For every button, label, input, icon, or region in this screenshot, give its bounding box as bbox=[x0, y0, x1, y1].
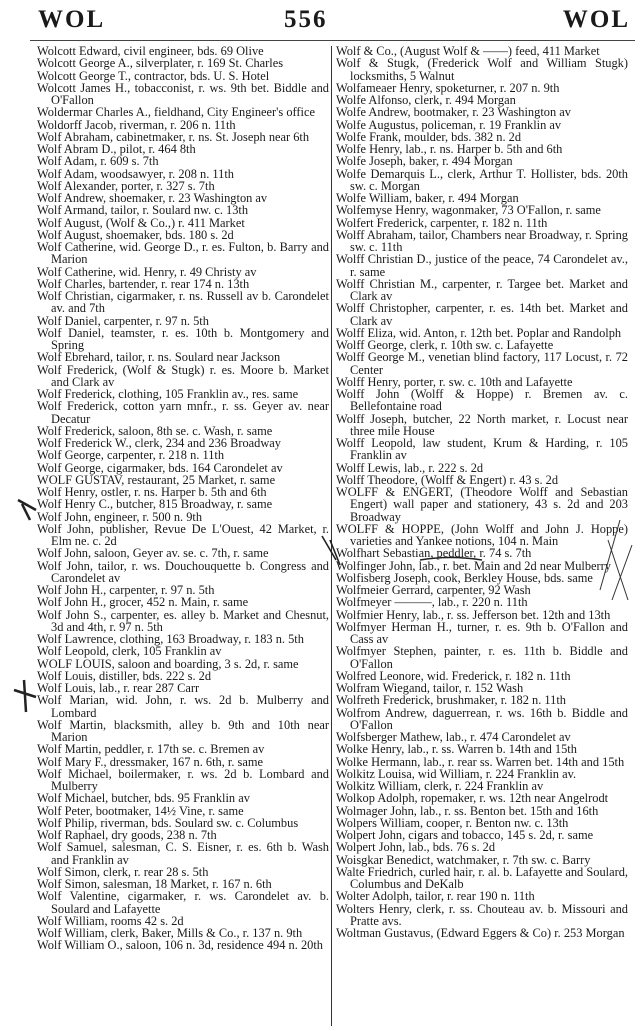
directory-entry: Wolf Charles, bartender, r. rear 174 n. 13th bbox=[37, 276, 250, 291]
directory-entry: WOLFF & ENGERT, (Theodore Wolff and Sebastian Engert) wall paper and stationery, 43 s. 2d and 203 Broadway bbox=[336, 485, 628, 524]
directory-entry: Wolf & Stugk, (Frederick Wolf and William Stugk) locksmiths, 5 Walnut bbox=[336, 56, 628, 83]
directory-entry: Wolf Louis, distiller, bds. 222 s. 2d bbox=[37, 668, 212, 683]
directory-entry: Woldermar Charles A., fieldhand, City Engineer's office bbox=[37, 105, 315, 120]
directory-entry: Wolfameaer Henry, spoketurner, r. 207 n. 9th bbox=[336, 80, 560, 95]
directory-entry: Wolpert John, cigars and tobacco, 145 s. 2d, r. same bbox=[336, 828, 594, 842]
directory-entry: Wolkop Adolph, ropemaker, r. ws. 12th near Angelrodt bbox=[336, 791, 609, 806]
directory-entry: Wolf John, tailor, r. ws. Douchouquette b. Congress and Carondelet av bbox=[37, 558, 329, 585]
directory-entry: Wolfe Alfonso, clerk, r. 494 Morgan bbox=[336, 93, 516, 107]
directory-entry: Wolcott James H., tobacconist, r. ws. 9th bet. Biddle and O'Fallon bbox=[37, 80, 329, 107]
directory-entry: Wolf Philip, riverman, bds. Soulard sw. c. Columbus bbox=[37, 815, 299, 830]
directory-entry: Wolf Ebrehard, tailor, r. ns. Soulard near Jackson bbox=[37, 350, 281, 365]
directory-entry: Wolf John, saloon, Geyer av. se. c. 7th, r. same bbox=[37, 546, 269, 561]
directory-entry: Wolf Alexander, porter, r. 327 s. 7th bbox=[37, 178, 215, 193]
directory-entry: Wolff George, clerk, r. 10th sw. c. Lafayette bbox=[336, 338, 554, 352]
directory-entry: Wolff John (Wolff & Hoppe) r. Bremen av. c. Bellefontaine road bbox=[336, 387, 628, 414]
directory-entry: Wolfe Demarquis L., clerk, Arthur T. Hollister, bds. 20th sw. c. Morgan bbox=[336, 166, 628, 193]
directory-entry: Wolke Henry, lab., r. ss. Warren b. 14th and 15th bbox=[336, 742, 577, 757]
directory-entry: Wolf Frederick, cotton yarn mnfr., r. ss. Geyer av. near Decatur bbox=[37, 399, 329, 426]
directory-entry: Wolf Frederick, clothing, 105 Franklin av., res. same bbox=[37, 387, 299, 401]
running-head-left: WOL bbox=[38, 6, 106, 33]
directory-entry: Wolfram Wiegand, tailor, r. 152 Wash bbox=[336, 681, 524, 695]
directory-entry: Wolff George M., venetian blind factory, 117 Locust, r. 72 Center bbox=[336, 350, 628, 377]
directory-entry: Wolf Mary F., dressmaker, 167 n. 6th, r. same bbox=[37, 754, 264, 769]
directory-entry: Wolf Lawrence, clothing, 163 Broadway, r. 183 n. 5th bbox=[37, 632, 304, 646]
directory-entry: Wolf Henry C., butcher, 815 Broadway, r. same bbox=[37, 497, 273, 512]
page-header bbox=[30, 6, 630, 36]
directory-entry: Wolfe William, baker, r. 494 Morgan bbox=[336, 191, 519, 205]
directory-entry: Wolf Catherine, wid. George D., r. es. Fulton, b. Barry and Marion bbox=[37, 240, 329, 267]
directory-entry: Wolf Marian, wid. John, r. ws. 2d b. Mulberry and Lombard bbox=[37, 693, 329, 720]
directory-entry: Wolf Frederick W., clerk, 234 and 236 Broadway bbox=[37, 436, 281, 450]
directory-entry: Wolpert John, lab., bds. 76 s. 2d bbox=[336, 840, 496, 855]
directory-entry: Wolfe Joseph, baker, r. 494 Morgan bbox=[336, 154, 513, 169]
directory-entry: Wolke Hermann, lab., r. rear ss. Warren bet. 14th and 15th bbox=[336, 754, 625, 769]
directory-entry: Wolf Andrew, shoemaker, r. 23 Washington av bbox=[37, 191, 268, 205]
directory-entry: Wolmager John, lab., r. ss. Benton bet. 15th and 16th bbox=[336, 803, 599, 818]
directory-entry: Wolfemyse Henry, wagonmaker, 73 O'Fallon, r. same bbox=[336, 203, 601, 218]
directory-entry: Wolf John H., grocer, 452 n. Main, r. same bbox=[37, 595, 249, 610]
directory-entry: Wolf Simon, salesman, 18 Market, r. 167 n. 6th bbox=[37, 877, 272, 891]
directory-entry: Wolfe Henry, lab., r. ns. Harper b. 5th and 6th bbox=[336, 142, 563, 156]
directory-entry: WOLFF & HOPPE, (John Wolff and John J. Hoppe) varieties and Yankee notions, 104 n. Main bbox=[336, 521, 628, 548]
directory-entry: Walte Friedrich, curled hair, r. al. b. Lafayette and Soulard, Columbus and DeKalb bbox=[336, 864, 628, 891]
left-column bbox=[37, 45, 329, 952]
directory-entry: Wolfe Augustus, policeman, r. 19 Franklin av bbox=[336, 117, 562, 132]
directory-entry: Wolf Michael, butcher, bds. 95 Franklin av bbox=[37, 791, 250, 806]
directory-entry: Woisgkar Benedict, watchmaker, r. 7th sw. c. Barry bbox=[336, 852, 591, 867]
directory-entry: Wolf Abraham, cabinetmaker, r. ns. St. Joseph near 6th bbox=[37, 129, 310, 144]
directory-entry: Wolf Adam, r. 609 s. 7th bbox=[37, 154, 159, 169]
directory-entry: Wolf Christian, cigarmaker, r. ns. Russell av b. Carondelet av. and 7th bbox=[37, 289, 329, 316]
directory-entry: Woldorff Jacob, riverman, r. 206 n. 11th bbox=[37, 117, 236, 132]
directory-entry: Wolf August, shoemaker, bds. 180 s. 2d bbox=[37, 227, 234, 242]
directory-entry: Wolkitz William, clerk, r. 224 Franklin av bbox=[336, 779, 544, 793]
directory-entry: Wolcott George T., contractor, bds. U. S. Hotel bbox=[37, 68, 270, 83]
directory-entry: Wolff Eliza, wid. Anton, r. 12th bet. Poplar and Randolph bbox=[336, 325, 622, 340]
directory-entry: Wolf Martin, peddler, r. 17th se. c. Bremen av bbox=[37, 742, 265, 757]
directory-entry: Wolff Abraham, tailor, Chambers near Broadway, r. Spring sw. c. 11th bbox=[336, 227, 628, 254]
directory-entry: Wolf Peter, bootmaker, 14½ Vine, r. same bbox=[37, 803, 244, 818]
directory-entry: Woltman Gustavus, (Edward Eggers & Co) r. 253 Morgan bbox=[336, 926, 625, 940]
directory-entry: Wolfmyer Stephen, painter, r. es. 11th b. Biddle and O'Fallon bbox=[336, 644, 628, 671]
directory-entry: Wolf John H., carpenter, r. 97 n. 5th bbox=[37, 583, 215, 597]
directory-entry: Wolfred Leonore, wid. Frederick, r. 182 n. 11th bbox=[336, 668, 571, 683]
header-rule bbox=[30, 40, 635, 41]
directory-entry: Wolf Henry, ostler, r. ns. Harper b. 5th and 6th bbox=[37, 485, 267, 499]
directory-entry: Wolf Catherine, wid. Henry, r. 49 Christy av bbox=[37, 264, 257, 279]
column-divider bbox=[331, 46, 332, 1026]
directory-entry: Wolkitz Louisa, wid William, r. 224 Franklin av. bbox=[336, 766, 577, 781]
pen-cross-mark bbox=[14, 680, 36, 712]
directory-entry: Wolff Henry, porter, r. sw. c. 10th and Lafayette bbox=[336, 374, 573, 389]
directory-entry: Wolf George, carpenter, r. 218 n. 11th bbox=[37, 448, 225, 463]
directory-entry: Wolf George, cigarmaker, bds. 164 Carondelet av bbox=[37, 460, 283, 475]
directory-entry: Wolter Adolph, tailor, r. rear 190 n. 11th bbox=[336, 889, 535, 904]
directory-entry: Wolfinger John, lab., r. bet. Main and 2d near Mulberry bbox=[336, 558, 611, 573]
directory-entry: Wolfert Frederick, carpenter, r. 182 n. 11th bbox=[336, 215, 548, 230]
directory-entry: Wolpers William, cooper, r. Benton nw. c. 13th bbox=[336, 815, 569, 830]
directory-entry: Wolf John, publisher, Revue De L'Ouest, 42 Market, r. Elm ne. c. 2d bbox=[37, 521, 329, 548]
directory-entry: Wolfrom Andrew, daguerrean, r. ws. 16th b. Biddle and O'Fallon bbox=[336, 705, 628, 732]
pen-arrow-mark bbox=[18, 500, 36, 520]
directory-entry: Wolff Lewis, lab., r. 222 s. 2d bbox=[336, 460, 484, 475]
directory-entry: Wolf John, engineer, r. 500 n. 9th bbox=[37, 509, 203, 524]
running-head-right: WOL bbox=[562, 6, 630, 33]
directory-entry: Wolf Adam, woodsawyer, r. 208 n. 11th bbox=[37, 166, 234, 181]
directory-entry: Wolff Christian D., justice of the peace, 74 Carondelet av., r. same bbox=[336, 252, 628, 279]
directory-entry: Wolf Armand, tailor, r. Soulard nw. c. 13th bbox=[37, 203, 249, 218]
directory-entry: Wolf Raphael, dry goods, 238 n. 7th bbox=[37, 828, 217, 842]
directory-entry: Wolf Simon, clerk, r. rear 28 s. 5th bbox=[37, 864, 209, 879]
directory-entry: Wolcott Edward, civil engineer, bds. 69 Olive bbox=[37, 44, 264, 58]
directory-entry: Wolf William, rooms 42 s. 2d bbox=[37, 913, 184, 928]
directory-entry: Wolff Leopold, law student, Krum & Harding, r. 105 Franklin av bbox=[336, 436, 628, 463]
directory-entry: Wolf August, (Wolf & Co.,) r. 411 Market bbox=[37, 215, 245, 230]
directory-entry: Wolf Frederick, (Wolf & Stugk) r. es. Moore b. Market and Clark av bbox=[37, 362, 329, 389]
directory-entry: WOLF LOUIS, saloon and boarding, 3 s. 2d, r. same bbox=[37, 656, 299, 671]
directory-entry: WOLF GUSTAV, restaurant, 25 Market, r. same bbox=[37, 472, 276, 487]
directory-entry: Wolf Louis, lab., r. rear 287 Carr bbox=[37, 681, 200, 695]
right-column bbox=[336, 45, 628, 939]
directory-entry: Wolfmeyer ———, lab., r. 220 n. 11th bbox=[336, 595, 528, 610]
directory-entry: Wolff Theodore, (Wolff & Engert) r. 43 s. 2d bbox=[336, 472, 559, 487]
directory-entry: Wolfhart Sebastian, peddler, r. 74 s. 7th bbox=[336, 546, 532, 561]
directory-entry: Wolfmeier Gerrard, carpenter, 92 Wash bbox=[336, 583, 531, 597]
directory-entry: Wolf William O., saloon, 106 n. 3d, residence 494 n. 20th bbox=[37, 938, 323, 953]
directory-entry: Wolfmier Henry, lab., r. ss. Jefferson bet. 12th and 13th bbox=[336, 607, 611, 622]
directory-entry: Wolf Abram D., pilot, r. 464 8th bbox=[37, 142, 196, 156]
directory-entry: Wolf & Co., (August Wolf & ——) feed, 411 Market bbox=[336, 44, 600, 58]
directory-entry: Wolfsberger Mathew, lab., r. 474 Carondelet av bbox=[336, 730, 571, 744]
directory-entry: Wolf Leopold, clerk, 105 Franklin av bbox=[37, 644, 222, 659]
directory-entry: Wolf Daniel, carpenter, r. 97 n. 5th bbox=[37, 313, 209, 328]
directory-entry: Wolf Frederick, saloon, 8th se. c. Wash, r. same bbox=[37, 423, 273, 438]
directory-entry: Wolf Martin, blacksmith, alley b. 9th and 10th near Marion bbox=[37, 717, 329, 744]
directory-entry: Wolfe Frank, moulder, bds. 382 n. 2d bbox=[336, 129, 522, 144]
directory-entry: Wolff Christopher, carpenter, r. es. 14th bet. Market and Clark av bbox=[336, 301, 628, 328]
directory-entry: Wolfreth Frederick, brushmaker, r. 182 n. 11th bbox=[336, 693, 566, 708]
directory-entry: Wolters Henry, clerk, r. ss. Chouteau av. b. Missouri and Pratte avs. bbox=[336, 901, 628, 928]
directory-entry: Wolfe Andrew, bootmaker, r. 23 Washington av bbox=[336, 105, 571, 120]
directory-entry: Wolf William, clerk, Baker, Mills & Co., r. 137 n. 9th bbox=[37, 926, 303, 940]
directory-entry: Wolff Joseph, butcher, 22 North market, r. Locust near three mile House bbox=[336, 411, 628, 438]
directory-entry: Wolfisberg Joseph, cook, Berkley House, bds. same bbox=[336, 570, 593, 585]
directory-entry: Wolf John S., carpenter, es. alley b. Market and Chesnut, 3d and 4th, r. 97 n. 5th bbox=[37, 607, 329, 634]
directory-entry: Wolfmyer Herman H., turner, r. es. 9th b. O'Fallon and Cass av bbox=[336, 619, 628, 646]
directory-entry: Wolff Christian M., carpenter, r. Targee bet. Market and Clark av bbox=[336, 276, 628, 303]
directory-entry: Wolf Samuel, salesman, C. S. Eisner, r. es. 6th b. Wash and Franklin av bbox=[37, 840, 329, 867]
directory-entry: Wolf Daniel, teamster, r. es. 10th b. Montgomery and Spring bbox=[37, 325, 329, 352]
directory-entry: Wolf Michael, boilermaker, r. ws. 2d b. Lombard and Mulberry bbox=[37, 766, 329, 793]
directory-entry: Wolf Valentine, cigarmaker, r. ws. Carondelet av. b. Soulard and Lafayette bbox=[37, 889, 329, 916]
page-number: 556 bbox=[284, 6, 328, 33]
directory-entry: Wolcott George A., silverplater, r. 169 St. Charles bbox=[37, 56, 284, 71]
